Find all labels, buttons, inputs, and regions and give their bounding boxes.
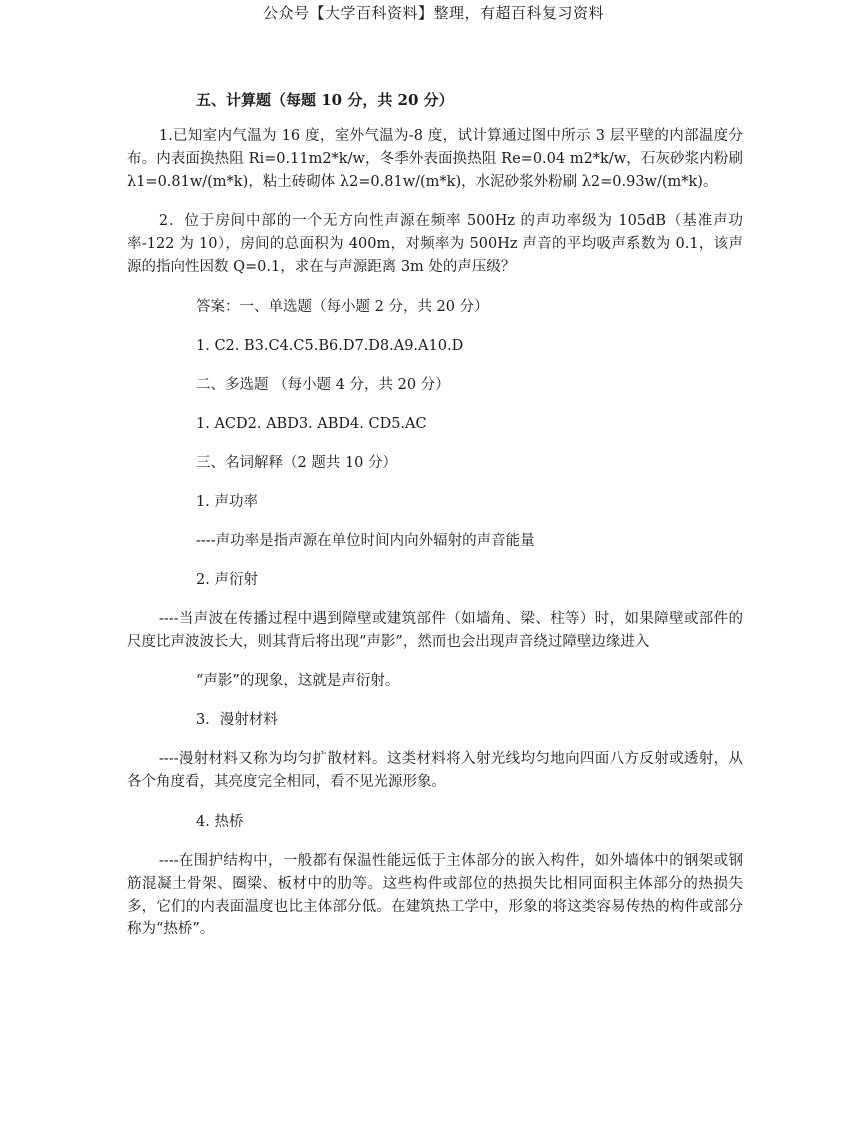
- term-1-definition: ----声功率是指声源在单位时间内向外辐射的声音能量: [196, 532, 535, 549]
- term-4-definition: ----在围护结构中，一般都有保温性能远低于主体部分的嵌入构件，如外墙体中的钢架或钢筋混凝土骨架、圈梁、板材中的肋等。这些构件或部位的热损失比相同面积主体部分的热损失多，它们的内表面温度也比主体部分低。在建筑热工学中，形象的将这类容易传热的构件或部分称为“热桥”。: [127, 852, 743, 938]
- multi-choice-heading: 二、多选题 （每小题 4 分，共 20 分）: [196, 376, 450, 393]
- answer-heading: 答案：一、单选题（每小题 2 分，共 20 分）: [196, 298, 489, 315]
- terms-heading: 三、名词解释（2 题共 10 分）: [196, 454, 398, 471]
- term-1-title: 1. 声功率: [196, 493, 258, 510]
- document-body: [127, 89, 743, 958]
- single-choice-answers: 1. C2. B3.C4.C5.B6.D7.D8.A9.A10.D: [196, 337, 464, 354]
- term-2-definition: ----当声波在传播过程中遇到障壁或建筑部件（如墙角、梁、柱等）时，如果障壁或部件的尺度比声波波长大，则其背后将出现“声影”，然而也会出现声音绕过障壁边缘进入: [127, 610, 743, 650]
- section-title: 五、计算题（每题 10 分，共 20 分）: [196, 91, 454, 109]
- term-3-title: 3．漫射材料: [196, 712, 278, 729]
- multi-choice-answers: 1. ACD2. ABD3. ABD4. CD5.AC: [196, 415, 427, 432]
- term-2-title: 2. 声衍射: [196, 571, 258, 588]
- question-2: 2．位于房间中部的一个无方向性声源在频率 500Hz 的声功率级为 105dB（基准声功率-122 为 10），房间的总面积为 400m，对频率为 500Hz 声音的平均吸声系数为 0.1，该声源的指向性因数 Q=0.1，求在与声源距离 3m 处的声压级？: [127, 213, 743, 275]
- page-header: 公众号【大学百科资料】整理，有超百科复习资料: [262, 4, 604, 22]
- term-2-continuation: “声影”的现象，这就是声衍射。: [196, 673, 400, 690]
- term-4-title: 4. 热桥: [196, 813, 244, 830]
- term-3-definition: ----漫射材料又称为均匀扩散材料。这类材料将入射光线均匀地向四面八方反射或透射，从各个角度看，其亮度完全相同，看不见光源形象。: [127, 751, 743, 791]
- question-1: 1.已知室内气温为 16 度，室外气温为-8 度，试计算通过图中所示 3 层平壁的内部温度分布。内表面换热阻 Ri=0.11m2*k/w，冬季外表面换热阻 Re=0.04 m2*k/w，石灰砂浆内粉刷 λ1=0.81w/(m*k)，粘土砖砌体 λ2=0.81w/(m*k)，水泥砂浆外粉刷 λ2=0.93w/(m*k)。: [127, 128, 743, 190]
